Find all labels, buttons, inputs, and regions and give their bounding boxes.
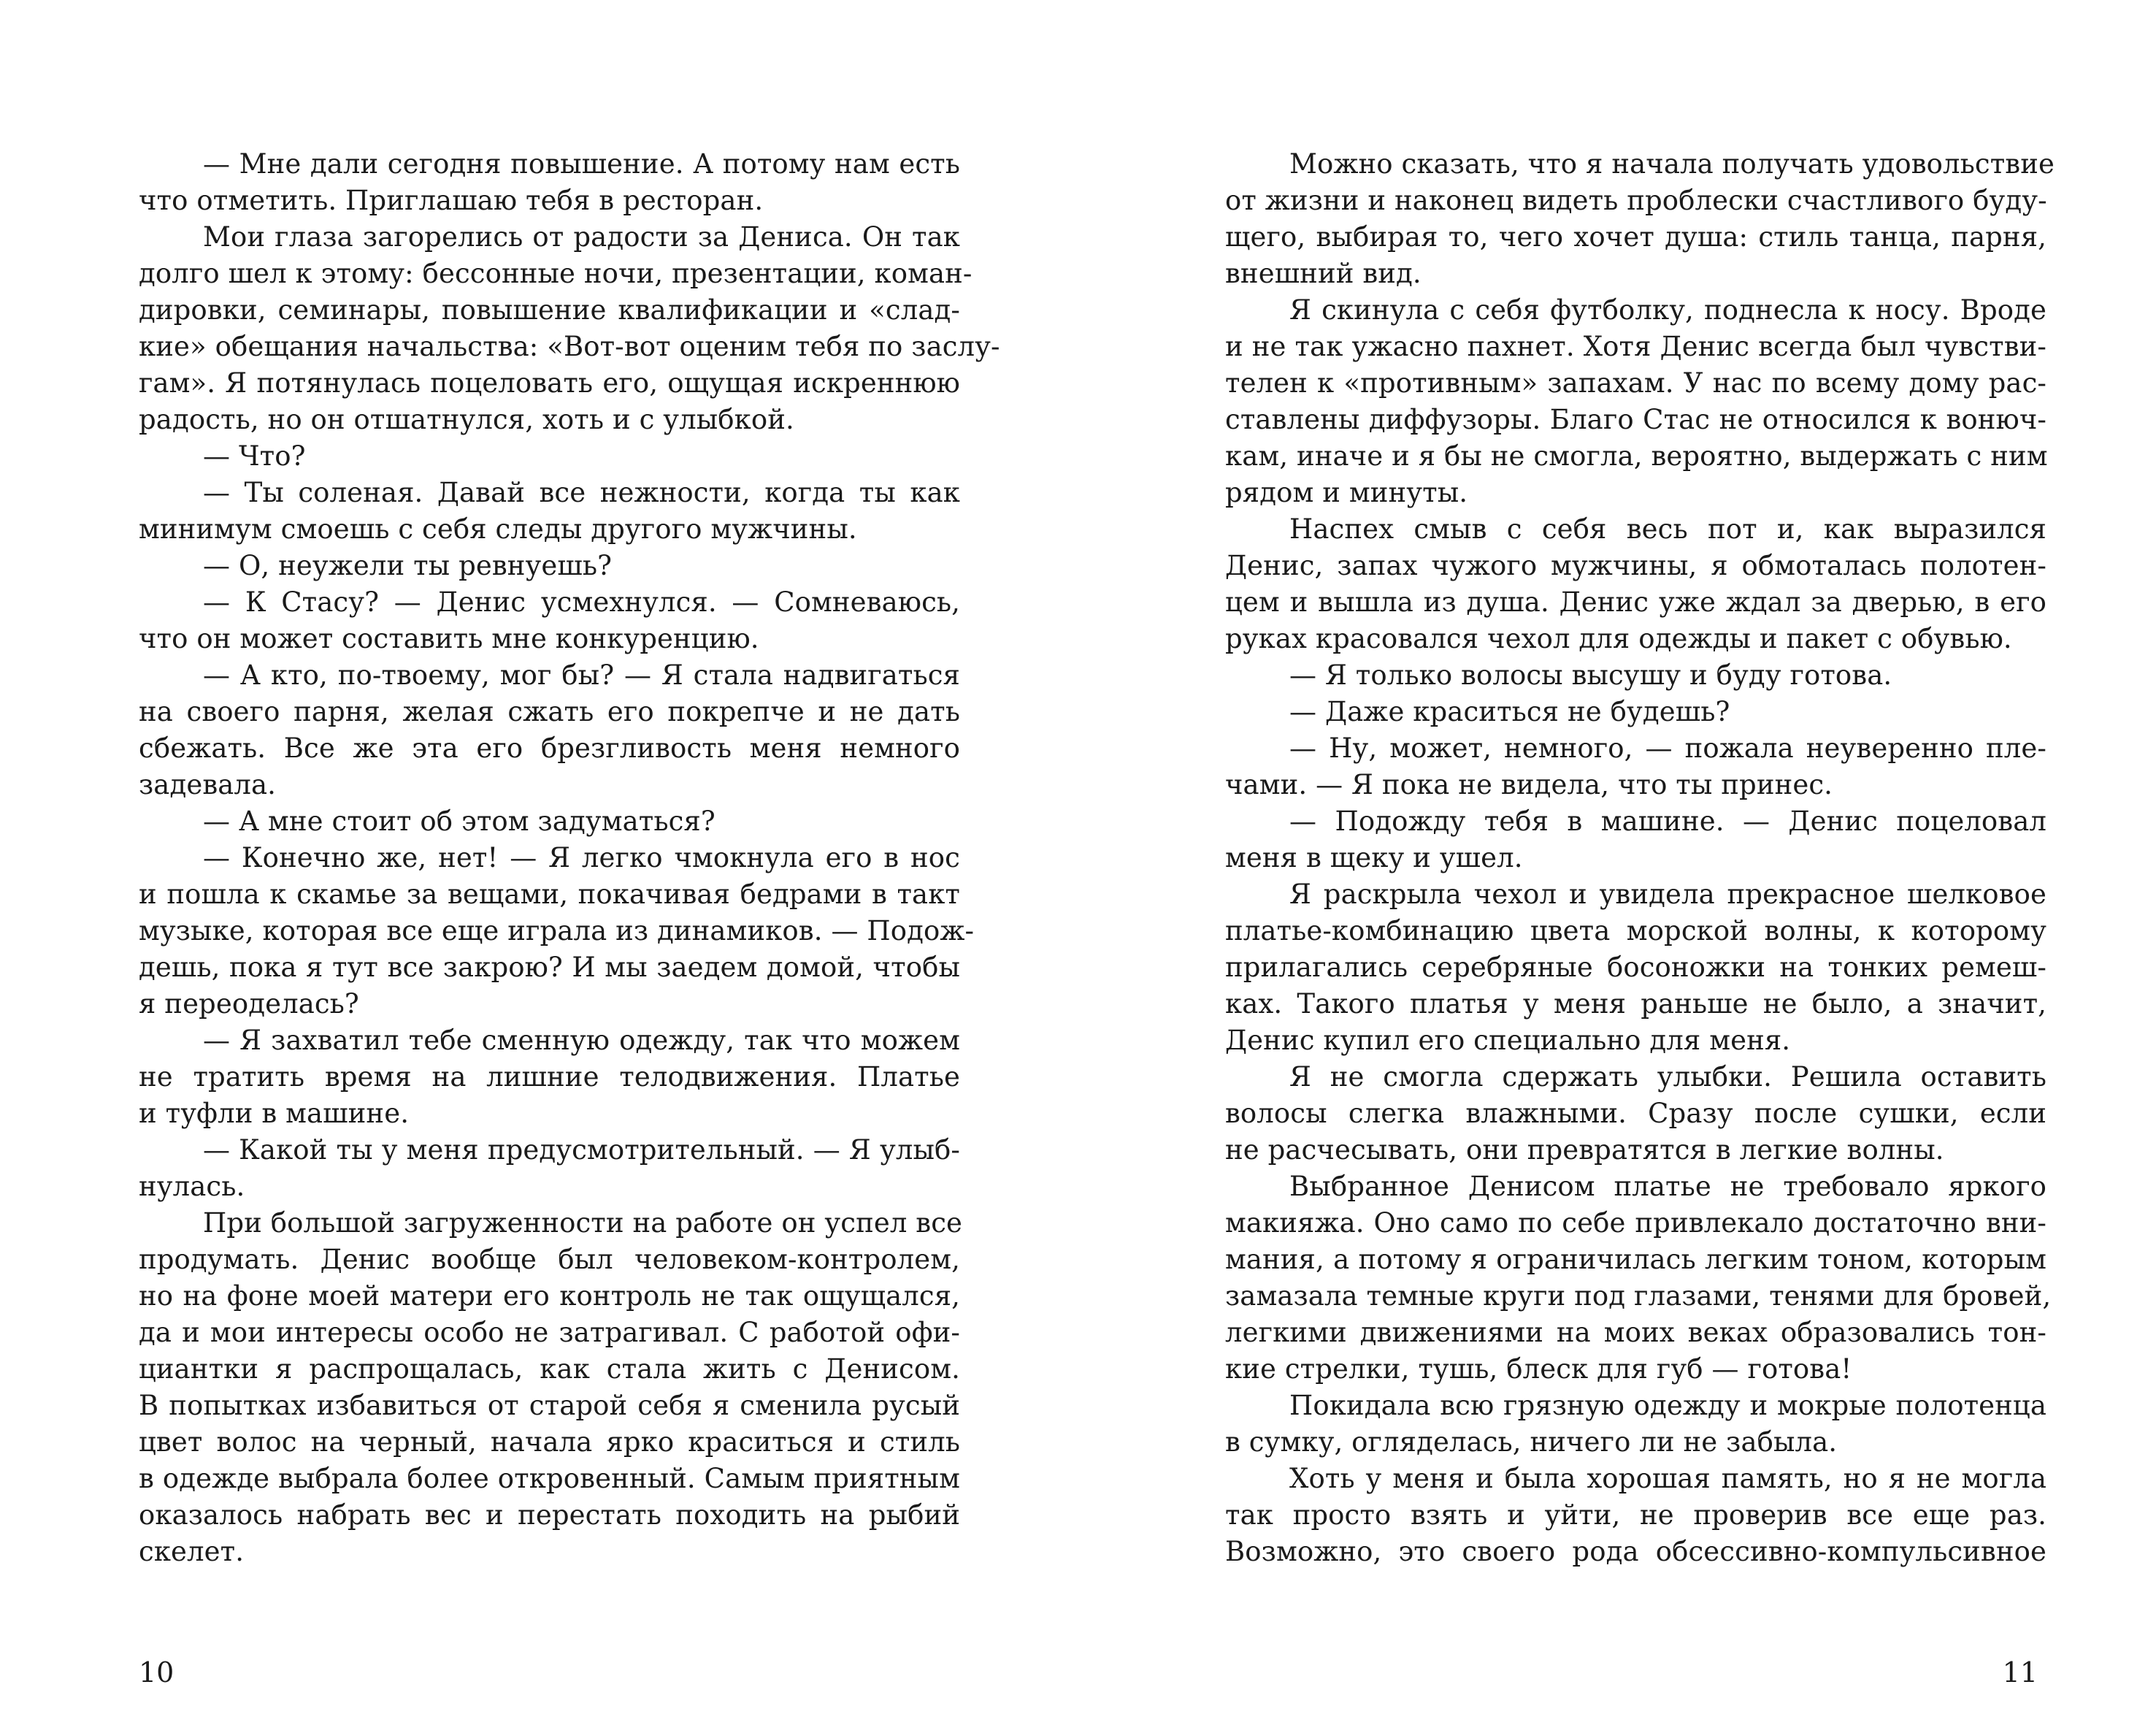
text-line: — Мне дали сегодня повышение. А потому нам есть [203, 148, 960, 180]
text-line: дировки, семинары, повышение квалификации и «слад- [139, 294, 960, 326]
text-line: — А кто, по-твоему, мог бы? — Я стала надвигаться [203, 659, 960, 691]
text-line: Денис, запах чужого мужчины, я обмоталась полотен- [1225, 550, 2046, 581]
text-line: так просто взять и уйти, не проверив все еще раз. [1225, 1499, 2046, 1531]
text-line: — О, неужели ты ревнуешь? [203, 550, 613, 581]
text-line: и туфли в машине. [139, 1098, 410, 1129]
text-line: гам». Я потянулась поцеловать его, ощущая искреннюю [139, 367, 960, 399]
text-line: сбежать. Все же эта его брезгливость меня немного [139, 733, 960, 764]
text-line: легкими движениями на моих веках образовались тон- [1225, 1317, 2046, 1348]
text-line: радость, но он отшатнулся, хоть и с улыбкой. [139, 404, 794, 435]
text-line: — Конечно же, нет! — Я легко чмокнула его в нос [203, 842, 960, 873]
text-line: телен к «противным» запахам. У нас по всему дому рас- [1225, 367, 2046, 399]
text-line: платье-комбинацию цвета морской волны, к которому [1225, 915, 2046, 946]
text-line: — А мне стоит об этом задуматься? [203, 806, 716, 837]
text-line: — Какой ты у меня предусмотрительный. — Я улыб- [203, 1134, 960, 1166]
text-line: в сумку, огляделась, ничего ли не забыла. [1225, 1426, 1838, 1458]
text-line: — Даже краситься не будешь? [1289, 696, 1730, 727]
left-page-text [139, 146, 1000, 1570]
text-line: Можно сказать, что я начала получать удовольствие [1289, 148, 2055, 180]
text-line: Возможно, это своего рода обсессивно-компульсивное [1225, 1536, 2046, 1567]
right-page-text [1225, 146, 2055, 1570]
text-line: При большой загруженности на работе он успел все [203, 1207, 963, 1239]
text-line: — Подожду тебя в машине. — Денис поцеловал [1289, 806, 2046, 837]
text-line: кие стрелки, тушь, блеск для губ — готова! [1225, 1353, 1852, 1385]
text-line: Я раскрыла чехол и увидела прекрасное шелковое [1289, 879, 2046, 910]
text-line: — Что? [203, 440, 306, 472]
text-line: руках красовался чехол для одежды и пакет с обувью. [1225, 623, 2012, 654]
left-page [139, 146, 1000, 1570]
text-line: на своего парня, желая сжать его покрепче и не дать [139, 696, 960, 727]
text-line: Денис купил его специально для меня. [1225, 1025, 1791, 1056]
text-line: в одежде выбрала более откровенный. Самым приятным [139, 1463, 960, 1494]
text-line: Я не смогла сдержать улыбки. Решила оставить [1289, 1061, 2046, 1093]
text-line: да и мои интересы особо не затрагивал. С работой офи- [139, 1317, 960, 1348]
text-line: чами. — Я пока не видела, что ты принес. [1225, 769, 1833, 800]
text-line: и не так ужасно пахнет. Хотя Денис всегда был чувстви- [1225, 331, 2046, 362]
page-number-right: 11 [2002, 1656, 2038, 1688]
text-line: музыке, которая все еще играла из динамиков. — Подож- [139, 915, 975, 946]
text-line: я переоделась? [139, 988, 359, 1020]
text-line: не тратить время на лишние телодвижения. Платье [139, 1061, 960, 1093]
text-line: но на фоне моей матери его контроль не так ощущался, [139, 1280, 960, 1312]
text-line: что отметить. Приглашаю тебя в ресторан. [139, 185, 764, 216]
text-line: замазала темные круги под глазами, тенями для бровей, [1225, 1280, 2052, 1312]
text-line: прилагались серебряные босоножки на тонких ремеш- [1225, 952, 2046, 983]
text-line: — Я только волосы высушу и буду готова. [1289, 659, 1892, 691]
text-line: внешний вид. [1225, 258, 1422, 289]
text-line: не расчесывать, они превратятся в легкие волны. [1225, 1134, 1944, 1166]
text-line: В попытках избавиться от старой себя я сменила русый [139, 1390, 960, 1421]
text-line: кие» обещания начальства: «Вот-вот оценим тебя по заслу- [139, 331, 1000, 362]
text-line: оказалось набрать вес и перестать походить на рыбий [139, 1499, 960, 1531]
text-line: волосы слегка влажными. Сразу после сушки, если [1225, 1098, 2046, 1129]
text-line: Покидала всю грязную одежду и мокрые полотенца [1289, 1390, 2046, 1421]
text-line: циантки я распрощалась, как стала жить с Денисом. [139, 1353, 960, 1385]
text-line: Выбранное Денисом платье не требовало яркого [1289, 1171, 2046, 1202]
text-line: скелет. [139, 1536, 245, 1567]
text-line: ставлены диффузоры. Благо Стас не относился к вонюч- [1225, 404, 2046, 435]
text-line: Хоть у меня и была хорошая память, но я не могла [1289, 1463, 2046, 1494]
text-line: минимум смоешь с себя следы другого мужчины. [139, 513, 857, 545]
text-line: Наспех смыв с себя весь пот и, как выразился [1289, 513, 2046, 545]
text-line: цем и вышла из душа. Денис уже ждал за дверью, в его [1225, 586, 2046, 618]
text-line: задевала. [139, 769, 277, 800]
text-line: дешь, пока я тут все закрою? И мы заедем домой, чтобы [139, 952, 960, 983]
text-line: Я скинула с себя футболку, поднесла к носу. Вроде [1289, 294, 2046, 326]
text-line: — Ну, может, немного, — пожала неуверенно пле- [1289, 733, 2046, 764]
text-line: и пошла к скамье за вещами, покачивая бедрами в такт [139, 879, 960, 910]
text-line: щего, выбирая то, чего хочет душа: стиль танца, парня, [1225, 221, 2046, 253]
text-line: продумать. Денис вообще был человеком-контролем, [139, 1244, 960, 1275]
right-page [1225, 146, 2055, 1570]
text-line: цвет волос на черный, начала ярко краситься и стиль [139, 1426, 960, 1458]
text-line: Мои глаза загорелись от радости за Дениса. Он так [203, 221, 960, 253]
text-line: кам, иначе и я бы не смогла, вероятно, выдержать с ним [1225, 440, 2048, 472]
text-line: долго шел к этому: бессонные ночи, презентации, коман- [139, 258, 972, 289]
text-line: — Я захватил тебе сменную одежду, так что можем [203, 1025, 960, 1056]
text-line: от жизни и наконец видеть проблески счастливого буду- [1225, 185, 2047, 216]
text-line: рядом и минуты. [1225, 477, 1468, 508]
text-line: мания, а потому я ограничилась легким тоном, которым [1225, 1244, 2046, 1275]
page-number-left: 10 [139, 1656, 174, 1688]
text-line: меня в щеку и ушел. [1225, 842, 1523, 873]
text-line: нулась. [139, 1171, 245, 1202]
text-line: — Ты соленая. Давай все нежности, когда ты как [203, 477, 960, 508]
text-line: ках. Такого платья у меня раньше не было, а значит, [1225, 988, 2046, 1020]
text-line: макияжа. Оно само по себе привлекало достаточно вни- [1225, 1207, 2046, 1239]
text-line: что он может составить мне конкуренцию. [139, 623, 759, 654]
text-line: — К Стасу? — Денис усмехнулся. — Сомневаюсь, [203, 586, 960, 618]
